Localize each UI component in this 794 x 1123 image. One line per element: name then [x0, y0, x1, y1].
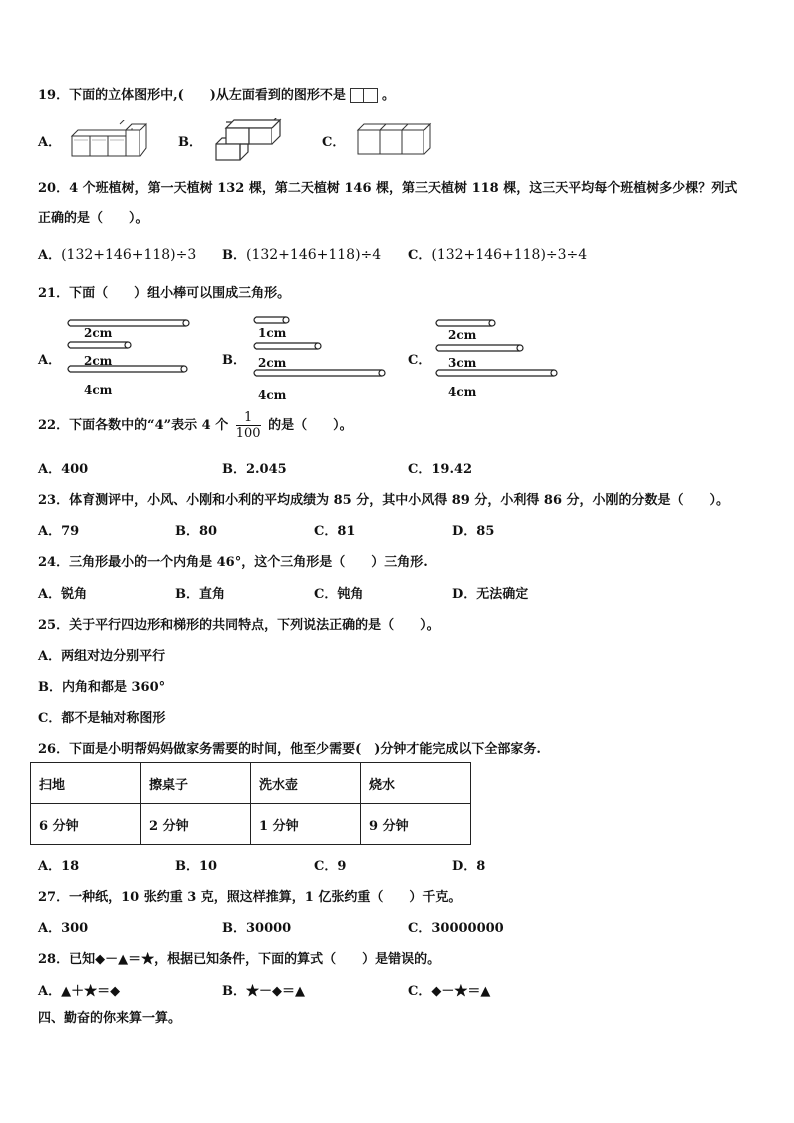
q20-stem-line2: 正确的是（ ）。: [38, 211, 149, 226]
q21-a-label-2: 2cm: [84, 354, 113, 368]
two-squares-figure: [350, 88, 378, 103]
q25-option-b[interactable]: B．内角和都是 360°: [38, 680, 166, 695]
q27-stem: 27．一种纸，10 张约重 3 克，照这样推算，1 亿张约重（ ）千克。: [38, 890, 462, 905]
q21-stem: 21．下面（ ）组小棒可以围成三角形。: [38, 286, 291, 301]
fraction-one-hundredth: $\frac{1}{100}$: [235, 410, 261, 441]
q20-stem-line1: 20．4 个班植树，第一天植树 132 棵，第二天植树 146 棵，第三天植树 118 棵，这三天平均每个班植树多少棵？列式: [38, 181, 738, 196]
q24-option-c[interactable]: C．钝角: [314, 587, 364, 602]
chores-table: [30, 762, 471, 845]
q24-stem: 24．三角形最小的一个内角是 46°，这个三角形是（ ）三角形.: [38, 555, 428, 570]
q24-option-a[interactable]: A．锐角: [38, 587, 88, 602]
q26-option-c[interactable]: C．9: [314, 859, 347, 874]
q25-stem: 25．关于平行四边形和梯形的共同特点，下列说法正确的是（ ）。: [38, 618, 440, 633]
q21-c-label-3: 4cm: [448, 385, 477, 399]
q21-a-label-1: 2cm: [84, 326, 113, 340]
q21-b-label-1: 1cm: [258, 326, 287, 340]
table-cell: 扫地: [31, 763, 141, 804]
q21-c-label-2: 3cm: [448, 356, 477, 370]
q21-option-b[interactable]: B．: [222, 353, 246, 368]
q22-stem: 22．下面各数中的“4”表示 4 个 $\frac{1}{100}$ 的是（ ）。: [38, 410, 353, 441]
q25-option-a[interactable]: A．两组对边分别平行: [38, 649, 166, 664]
q19-option-c[interactable]: C．: [322, 135, 346, 150]
q19-option-a-figure: [68, 120, 150, 162]
q19-option-b[interactable]: B．: [178, 135, 202, 150]
q19-option-a[interactable]: A．: [38, 135, 62, 150]
q26-option-b[interactable]: B．10: [175, 859, 218, 874]
table-row: [31, 763, 471, 804]
q23-option-a[interactable]: A．79: [38, 524, 80, 539]
q23-option-c[interactable]: C．81: [314, 524, 356, 539]
table-cell: 烧水: [361, 763, 471, 804]
q27-option-b[interactable]: B．30000: [222, 921, 292, 936]
table-cell: 1 分钟: [251, 804, 361, 845]
q28-option-a[interactable]: A．▲＋★＝◆: [38, 984, 121, 999]
q19-option-b-figure: [212, 118, 284, 164]
table-cell: 洗水壶: [251, 763, 361, 804]
q21-c-label-1: 2cm: [448, 328, 477, 342]
table-cell: 擦桌子: [141, 763, 251, 804]
q21-sticks-c: [432, 314, 562, 380]
q21-a-label-3: 4cm: [84, 383, 113, 397]
q19-stem: 19．下面的立体图形中,( )从左面看到的图形不是 。: [38, 88, 395, 103]
q21-option-c[interactable]: C．: [408, 353, 432, 368]
q24-option-d[interactable]: D．无法确定: [452, 587, 529, 602]
table-cell: 9 分钟: [361, 804, 471, 845]
q22-option-c[interactable]: C．19.42: [408, 462, 473, 477]
q20-option-c[interactable]: C．(132+146+118)÷3÷4: [408, 247, 588, 263]
q21-option-a[interactable]: A．: [38, 353, 62, 368]
q23-option-d[interactable]: D．85: [452, 524, 495, 539]
q23-stem: 23．体育测评中，小风、小刚和小利的平均成绩为 85 分，其中小风得 89 分，小利得 86 分，小刚的分数是（ ）。: [38, 493, 730, 508]
q21-b-label-3: 4cm: [258, 388, 287, 402]
q26-stem: 26．下面是小明帮妈妈做家务需要的时间，他至少需要( )分钟才能完成以下全部家务.: [38, 742, 541, 757]
q27-option-a[interactable]: A．300: [38, 921, 89, 936]
section-4-heading: 四、勤奋的你来算一算。: [38, 1011, 182, 1026]
q20-option-b[interactable]: B．(132+146+118)÷4: [222, 247, 382, 263]
table-cell: 6 分钟: [31, 804, 141, 845]
q22-option-b[interactable]: B．2.045: [222, 462, 287, 477]
q27-option-c[interactable]: C．30000000: [408, 921, 504, 936]
q25-option-c[interactable]: C．都不是轴对称图形: [38, 711, 166, 726]
q22-option-a[interactable]: A．400: [38, 462, 89, 477]
table-cell: 2 分钟: [141, 804, 251, 845]
q21-sticks-a: [64, 314, 190, 380]
q23-option-b[interactable]: B．80: [175, 524, 218, 539]
q24-option-b[interactable]: B．直角: [175, 587, 225, 602]
q20-option-a[interactable]: A．(132+146+118)÷3: [38, 247, 197, 263]
q28-stem: 28．已知◆－▲＝★，根据已知条件，下面的算式（ ）是错误的。: [38, 952, 441, 967]
q26-option-a[interactable]: A．18: [38, 859, 80, 874]
q19-option-c-figure: [354, 120, 434, 158]
q28-option-c[interactable]: C．◆－★＝▲: [408, 984, 491, 999]
q28-option-b[interactable]: B．★－◆＝▲: [222, 984, 305, 999]
q26-option-d[interactable]: D．8: [452, 859, 486, 874]
table-row: [31, 804, 471, 845]
q21-b-label-2: 2cm: [258, 356, 287, 370]
